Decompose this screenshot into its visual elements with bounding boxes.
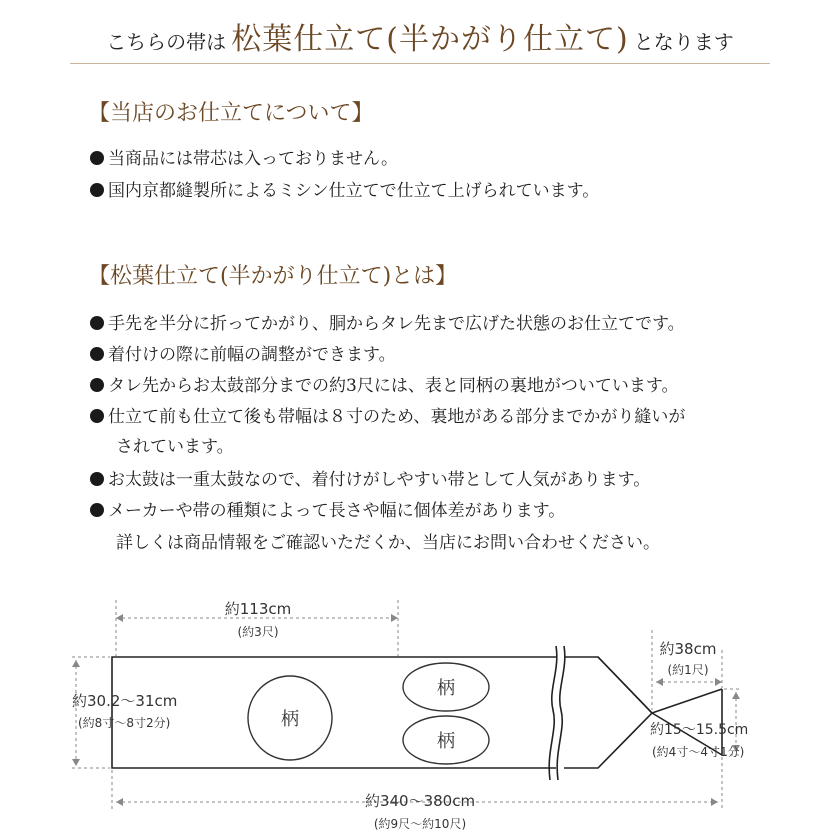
page-title: [0, 14, 840, 58]
list-item-continuation: 詳しくは商品情報をご確認いただくか、当店にお問い合わせください。: [116, 533, 660, 553]
title-prefix: こちらの帯は: [106, 30, 227, 54]
dim-tip-width-sun: (約4寸〜4寸1分): [652, 745, 745, 759]
dim-total-length-shaku: (約9尺〜約10尺): [373, 817, 467, 831]
bullet-icon: [90, 316, 104, 330]
dim-total-length: 約340〜380cm: [364, 792, 476, 810]
bullet-icon: [90, 347, 104, 361]
title-suffix: となります: [633, 30, 734, 54]
dim-tip-length: 約38cm: [659, 640, 717, 658]
title-main: 松葉仕立て(半かがり仕立て): [231, 22, 629, 57]
list-item: タレ先からお太鼓部分までの約3尺には、表と同柄の裏地がついています。: [90, 371, 678, 396]
section-heading-shop-tailoring: 【当店のお仕立てについて】: [88, 101, 374, 126]
section-heading-matsuba: 【松葉仕立て(半かがり仕立て)とは】: [88, 264, 458, 289]
list-item: 国内京都縫製所によるミシン仕立てで仕立て上げられています。: [90, 176, 599, 201]
dim-lining-length-shaku: (約3尺): [237, 625, 279, 639]
bullet-icon: [90, 503, 104, 517]
dim-tip-length-shaku: (約1尺): [667, 663, 709, 677]
list-item: 着付けの際に前幅の調整ができます。: [90, 340, 396, 365]
list-item: 当商品には帯芯は入っておりません。: [90, 144, 398, 169]
list-item: お太鼓は一重太鼓なので、着付けがしやすい帯として人気があります。: [90, 465, 650, 490]
obi-dimension-diagram: [0, 590, 840, 840]
bullet-icon: [90, 472, 104, 486]
dim-width: 約30.2〜31cm: [72, 692, 178, 710]
pattern-label: 柄: [437, 678, 455, 699]
obi-outline: [112, 646, 722, 780]
list-item: メーカーや帯の種類によって長さや幅に個体差があります。: [90, 496, 565, 521]
dim-tip-width: 約15〜15.5cm: [650, 722, 749, 738]
list-item: 手先を半分に折ってかがり、胴からタレ先まで広げた状態のお仕立てです。: [90, 309, 685, 334]
arrow-heads: [72, 614, 740, 806]
dim-width-sun: (約8寸〜8寸2分): [78, 716, 171, 730]
pattern-label: 柄: [281, 709, 299, 730]
bullet-icon: [90, 409, 104, 423]
pattern-label: 柄: [437, 731, 455, 752]
bullet-icon: [90, 151, 104, 165]
bullet-icon: [90, 183, 104, 197]
title-divider: [70, 63, 770, 64]
list-item: 仕立て前も仕立て後も帯幅は８寸のため、裏地がある部分までかがり縫いが: [90, 402, 685, 427]
list-item-continuation: されています。: [116, 437, 234, 457]
bullet-icon: [90, 378, 104, 392]
dim-lining-length: 約113cm: [224, 600, 292, 618]
